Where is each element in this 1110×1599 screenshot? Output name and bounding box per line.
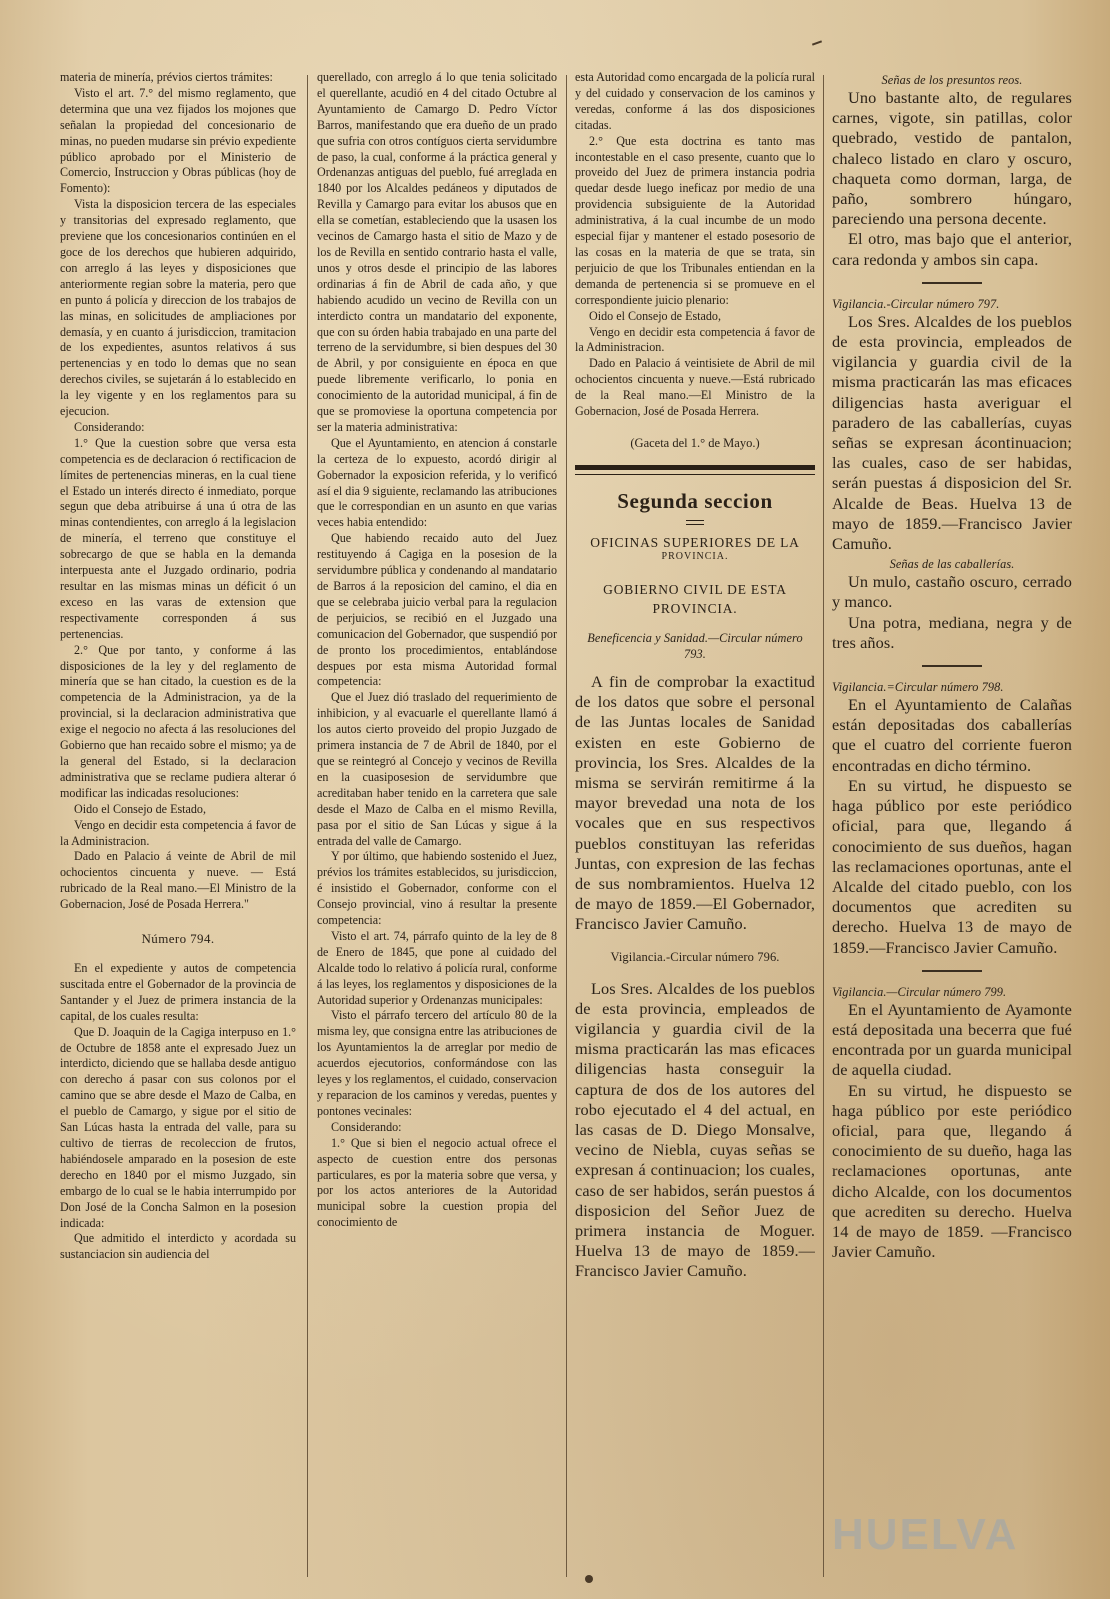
separator: [922, 970, 982, 972]
suspect-1-description: Uno bastante alto, de regulares carnes, vigote, sin patillas, color quebrado, vestido de pantalon, chaleco listado en claro y oscuro, chaqueta como dorman, larga, de paño, sombrero húngaro, pareciendo una persona decente.: [832, 88, 1072, 229]
decree-number-title: Número 794.: [141, 931, 215, 947]
paragraph: Que habiendo recaido auto del Juez restituyendo á Cagiga en la posesion de la servidumbre pública y condenando al mandatario de Barros á la reposicion del camino, el dia en que se celebraba juicio verbal para la regulacion de perjuicios, se recibió en el Juzgado una comunicacion del Gobernador, que suspendió por de pronto los procedimientos, entablándose despues por esta misma Autoridad formal competencia:: [317, 531, 557, 689]
gazette-reference: (Gaceta del 1.° de Mayo.): [630, 435, 760, 450]
mount-1-description: Un mulo, castaño oscuro, cerrado y manco.: [832, 572, 1072, 612]
ink-dot: [585, 1575, 593, 1583]
column-rule: [823, 75, 824, 1577]
column-3: [575, 70, 815, 1585]
circular-798-heading: Vigilancia.=Circular número 798.: [832, 680, 1004, 695]
column-rule: [307, 75, 308, 1577]
paragraph: Que el Juez dió traslado del requerimiento de inhibicion, y al evacuarle el querellante llamó á los autos cierto proveido del propio Juzgado de primera instancia de 7 de Abril de 1840, por el que se reintegró al Concejo y vecinos de Revilla en la cuasiposesion de servidumbre que acreditaban haber tenido en la carretera que sale desde el Mazo de Calba en el mismo Revilla, pasa por el sitio de San Lúcas y sigue á la entrada del valle de Camargo.: [317, 690, 557, 848]
paragraph: Vengo en decidir esta competencia á favor de la Administracion.: [60, 817, 296, 848]
circular-799-heading: Vigilancia.—Circular número 799.: [832, 984, 1007, 999]
suspects-heading: Señas de los presuntos reos.: [881, 73, 1023, 87]
paragraph: materia de minería, prévios ciertos trámites:: [60, 70, 273, 84]
mounts-heading: Señas de las caballerías.: [889, 557, 1015, 572]
paragraph: Que el Ayuntamiento, en atencion á constarle la certeza de lo expuesto, acordó dirigir al Gobernador la exposicion referida, y lo verificó así el dia 9 siguiente, reclamando las atribuciones que le correspondian en un asunto en que varias veces habia entendido:: [317, 435, 557, 530]
circular-799-para-2: En su virtud, he dispuesto se haga público por este periódico oficial, para que, llegando á conocimiento de su dueño, haga las reclamaciones oportunas, ante dicho Alcalde, con los documentos que acrediten su derecho. Huelva 14 de mayo de 1859. —Francisco Javier Camuño.: [832, 1080, 1072, 1262]
paragraph: Considerando:: [331, 1119, 402, 1134]
circular-796-heading: Vigilancia.-Circular número 796.: [610, 949, 780, 964]
paragraph: En el expediente y autos de competencia suscitada entre el Gobernador de la provincia de Santander y el Juez de primera instancia de la capital, de los cuales resulta:: [60, 961, 296, 1023]
government-heading: GOBIERNO CIVIL DE ESTA PROVINCIA.: [603, 581, 787, 616]
paragraph: 1.° Que la cuestion sobre que versa esta competencia es de declaracion ó rectificacion de límites de pertenencias mineras, en la cual tiene el Estado un interés directo é inmediato, porque segun que deba atribuirse á una ú otra de las minas contendientes, con arreglo á la legislacion de minería, el terreno que constituye el sobrecargo de que se habla en la demanda interpuesta ante el Juzgado ordinario, podria resultar en las mismas minas un déficit ó un exceso en las varas de extension que respectivamente corresponden á sus pertenencias.: [60, 435, 296, 641]
column-1: [60, 70, 296, 1585]
paragraph: Oido el Consejo de Estado,: [74, 801, 207, 816]
separator: [922, 282, 982, 284]
circular-798-para-1: En el Ayuntamiento de Calañas están depositadas dos caballerías que el cuatro del corriente fueron encontradas en dicho término.: [832, 695, 1072, 775]
offices-heading-2: PROVINCIA.: [661, 550, 729, 562]
paragraph: esta Autoridad como encargada de la policía rural y del cuidado y conservacion de los caminos y veredas, conforme á las dos disposiciones citadas.: [575, 70, 815, 132]
separator: [922, 665, 982, 667]
section-rule-thick: [575, 465, 815, 470]
circular-797-heading: Vigilancia.-Circular número 797.: [832, 296, 1000, 311]
paragraph: Dado en Palacio á veintisiete de Abril de mil ochocientos cincuenta y nueve.—Está rubricado de la Real mano.—El Ministro de la Gobernacion, José de Posada Herrera.: [575, 356, 815, 419]
paragraph: Y por último, que habiendo sostenido el Juez, prévios los trámites establecidos, su jurisdiccion, é insistido el Gobernador, conforme con el Consejo provincial, vino á resultar la presente competencia:: [317, 849, 557, 928]
paragraph: 2.° Que por tanto, y conforme á las disposiciones de la ley y del reglamento de minería que se han citado, la cuestion es de la competencia de la Administracion, ya de la provincial, si la declaracion administrativa que exige el negocio no afecta á las resoluciones del Gobierno que han recaido sobre el mismo; ya de la general del Estado, si la declaracion administrativa que se reclame pudiera alterar ó modificar las indicadas resoluciones:: [60, 642, 296, 800]
paragraph: Vista la disposicion tercera de las especiales y transitorias del expresado reglamento, que previene que los concesionarios continúen en el goce de los derechos que hubieren adquirido, con arreglo á las leyes y disposiciones que anteriormente regian sobre la materia, pero que en punto á policía y direccion de los trabajos de las minas, en solicitudes de ampliaciones por demasía, y en cuanto á jurisdiccion, tramitacion de los expedientes, asuntos relativos á sus pertenencias y en todo lo demas que no sean derechos civiles, se sujetarán á lo establecido en la ley vigente y en los reglamentos para su ejecucion.: [60, 197, 296, 419]
offices-heading: OFICINAS SUPERIORES DE LA: [590, 534, 800, 550]
circular-793-body: A fin de comprobar la exactitud de los datos que sobre el personal de las Juntas locales de Sanidad existen en este Gobierno de provincia, los Sres. Alcaldes de la misma se servirán remitirme á la mayor brevedad una nota de los vocales que en sus respectivos pueblos constituyan las referidas Juntas, con expresion de las fechas de sus nombramientos. Huelva 12 de mayo de 1859.—El Gobernador, Francisco Javier Camuño.: [575, 671, 815, 934]
column-1b-paragraphs: [60, 961, 296, 1263]
paragraph: Dado en Palacio á veinte de Abril de mil ochocientos cincuenta y nueve. — Está rubricado de la Real mano.—El Ministro de la Gobernacion, José de Posada Herrera.": [60, 849, 296, 912]
column-2: [317, 70, 557, 1585]
paragraph: 2.° Que esta doctrina es tanto mas incontestable en el caso presente, cuanto que lo proveido del Juez de primera instancia podria quedar desde luego ineficaz por medio de una providencia subsiguiente de la Autoridad administrativa, á la cual incumbe de un modo especial fijar y mantener el estado posesorio de las cosas en la materia de que se trata, sin perjuicio de que los Tribunales entiendan en la demanda de pertenencia si se promueve en el correspondiente juicio plenario:: [575, 133, 815, 307]
paragraph: Que D. Joaquin de la Cagiga interpuso en 1.° de Octubre de 1858 ante el expresado Juez un interdicto, diciendo que se hallaba desde antiguo con derecho á pasar con sus colonos por el camino que se abre desde el Mazo de Calba, en el pueblo de Camargo, y sigue por el sitio de San Lúcas hasta la entrada del valle, para su cultivo de tierras de recoleccion de frutos, habiéndosele amparado en la posesion de este derecho en 1840 por el mismo Juzgado, sin embargo de lo cual se le habia interrumpido por Don José de la Concha Salmon en la posesion indicada:: [60, 1024, 296, 1230]
paragraph: 1.° Que si bien el negocio actual ofrece el aspecto de cuestion entre dos personas particulares, es por la materia sobre que versa, y por los actos anteriores de la Autoridad municipal sobre la cuestion propia del conocimiento de: [317, 1135, 557, 1230]
circular-793-heading: Beneficencia y Sanidad.—Circular número 793.: [587, 630, 803, 661]
circular-798-para-2: En su virtud, he dispuesto se haga público por este periódico oficial, para que, llegando á conocimiento de sus dueños, hagan las reclamaciones oportunas, ante el Alcalde del citado pueblo, con los documentos que acrediten su derecho. Huelva 13 de mayo de 1859.—Francisco Javier Camuño.: [832, 775, 1072, 957]
circular-796-body: Los Sres. Alcaldes de los pueblos de esta provincia, empleados de vigilancia y guardia civil de la misma practicarán las mas eficaces diligencias hasta conseguir la captura de dos de los autores del robo ejecutado el 4 del actual, en las casas de D. Diego Monsalve, vecino de Niebla, cuyas señas se expresan á continuacion; los cuales, caso de ser habidos, serán puestos á disposicion del Señor Juez de primera instancia de Moguer. Huelva 13 de mayo de 1859.—Francisco Javier Camuño.: [575, 978, 815, 1281]
paragraph: querellado, con arreglo á lo que tenia solicitado el querellante, acudió en 4 del citado Octubre al Ayuntamiento de Camargo D. Pedro Víctor Barros, manifestando que era dueño de un prado que sufria con otros contíguos cierta servidumbre de paso, la cual, conforme á la práctica general y Ordenanzas antiguas del pueblo, fué arreglada en 1840 por los Alcaldes pedáneos y diputados de Revilla y Camargo para evitar los abusos que en ella se cometían, estableciendo que la usasen los vecinos de Camargo hasta el sitio de Mazo y de los de Revilla en sentido contrario hasta el valle, unos y otros desde el principio de las labores ordinarias á fin de Abril de cada año, y que habiendo acudido un vecino de Revilla con un interdicto contra un mandatario del exponente, que con su órden habia trabajado en una parte del terreno de la servidumbre, si bien despues del 30 de Abril, y por consiguiente en época en que puede libremente verificarlo, lo ponia en conocimiento de la autoridad municipal, á fin de que se promoviese la oportuna competencia por ser la materia administrativa:: [317, 70, 557, 434]
column-rule: [566, 75, 567, 1577]
column-1-paragraphs: [60, 70, 296, 913]
title-ornament: [686, 520, 704, 525]
archive-watermark: HUELVA: [832, 1510, 1019, 1559]
circular-797-body: Los Sres. Alcaldes de los pueblos de esta provincia, empleados de vigilancia y guardia civil de la misma practicarán las mas eficaces diligencias hasta averiguar el paradero de las caballerías, cuyas señas se expresan ácontinuacion; las cuales, caso de ser habidas, serán puestas á disposicion del Sr. Alcalde de Beas. Huelva 13 de mayo de 1859.—Francisco Javier Camuño.: [832, 311, 1072, 554]
paragraph: Que admitido el interdicto y acordada su sustanciacion sin audiencia del: [60, 1231, 296, 1262]
suspect-2-description: El otro, mas bajo que el anterior, cara redonda y ambos sin capa.: [832, 229, 1072, 269]
paragraph: Vengo en decidir esta competencia á favor de la Administracion.: [575, 324, 815, 355]
section-rule-thin: [575, 474, 815, 475]
column-2-paragraphs: [317, 70, 557, 1231]
circular-799-para-1: En el Ayuntamiento de Ayamonte está depositada una becerra que fué encontrada por un guarda municipal de aquella ciudad.: [832, 999, 1072, 1080]
ink-mark: [812, 40, 822, 45]
mount-2-description: Una potra, mediana, negra y de tres años.: [832, 612, 1072, 652]
column-4: [832, 70, 1072, 1585]
paragraph: Considerando:: [74, 419, 145, 434]
section-title: Segunda seccion: [617, 488, 773, 513]
column-3-paragraphs: [575, 70, 815, 420]
paragraph: Oido el Consejo de Estado,: [589, 308, 722, 323]
paragraph: Visto el párrafo tercero del artículo 80 de la misma ley, que consigna entre las atribuciones de los Ayuntamientos la de arreglar por medio de acuerdos ejecutorios, conformándose con las leyes y los reglamentos, el cuidado, conservacion y reparacion de los caminos y veredas, puentes y pontones vecinales:: [317, 1008, 557, 1118]
paragraph: Visto el art. 7.° del mismo reglamento, que determina que una vez fijados los mojones que señalan la propiedad del concesionario de minas, no pueden mudarse sin prévio expediente público aprobado por el Ministerio de Comercio, Instruccion y Obras públicas (hoy de Fomento):: [60, 85, 296, 196]
paragraph: Visto el art. 74, párrafo quinto de la ley de 8 de Enero de 1845, que pone al cuidado del Alcalde todo lo relativo á policía rural, conforme á las leyes, los reglamentos y disposiciones de la Autoridad superior y Ordenanzas municipales:: [317, 928, 557, 1007]
